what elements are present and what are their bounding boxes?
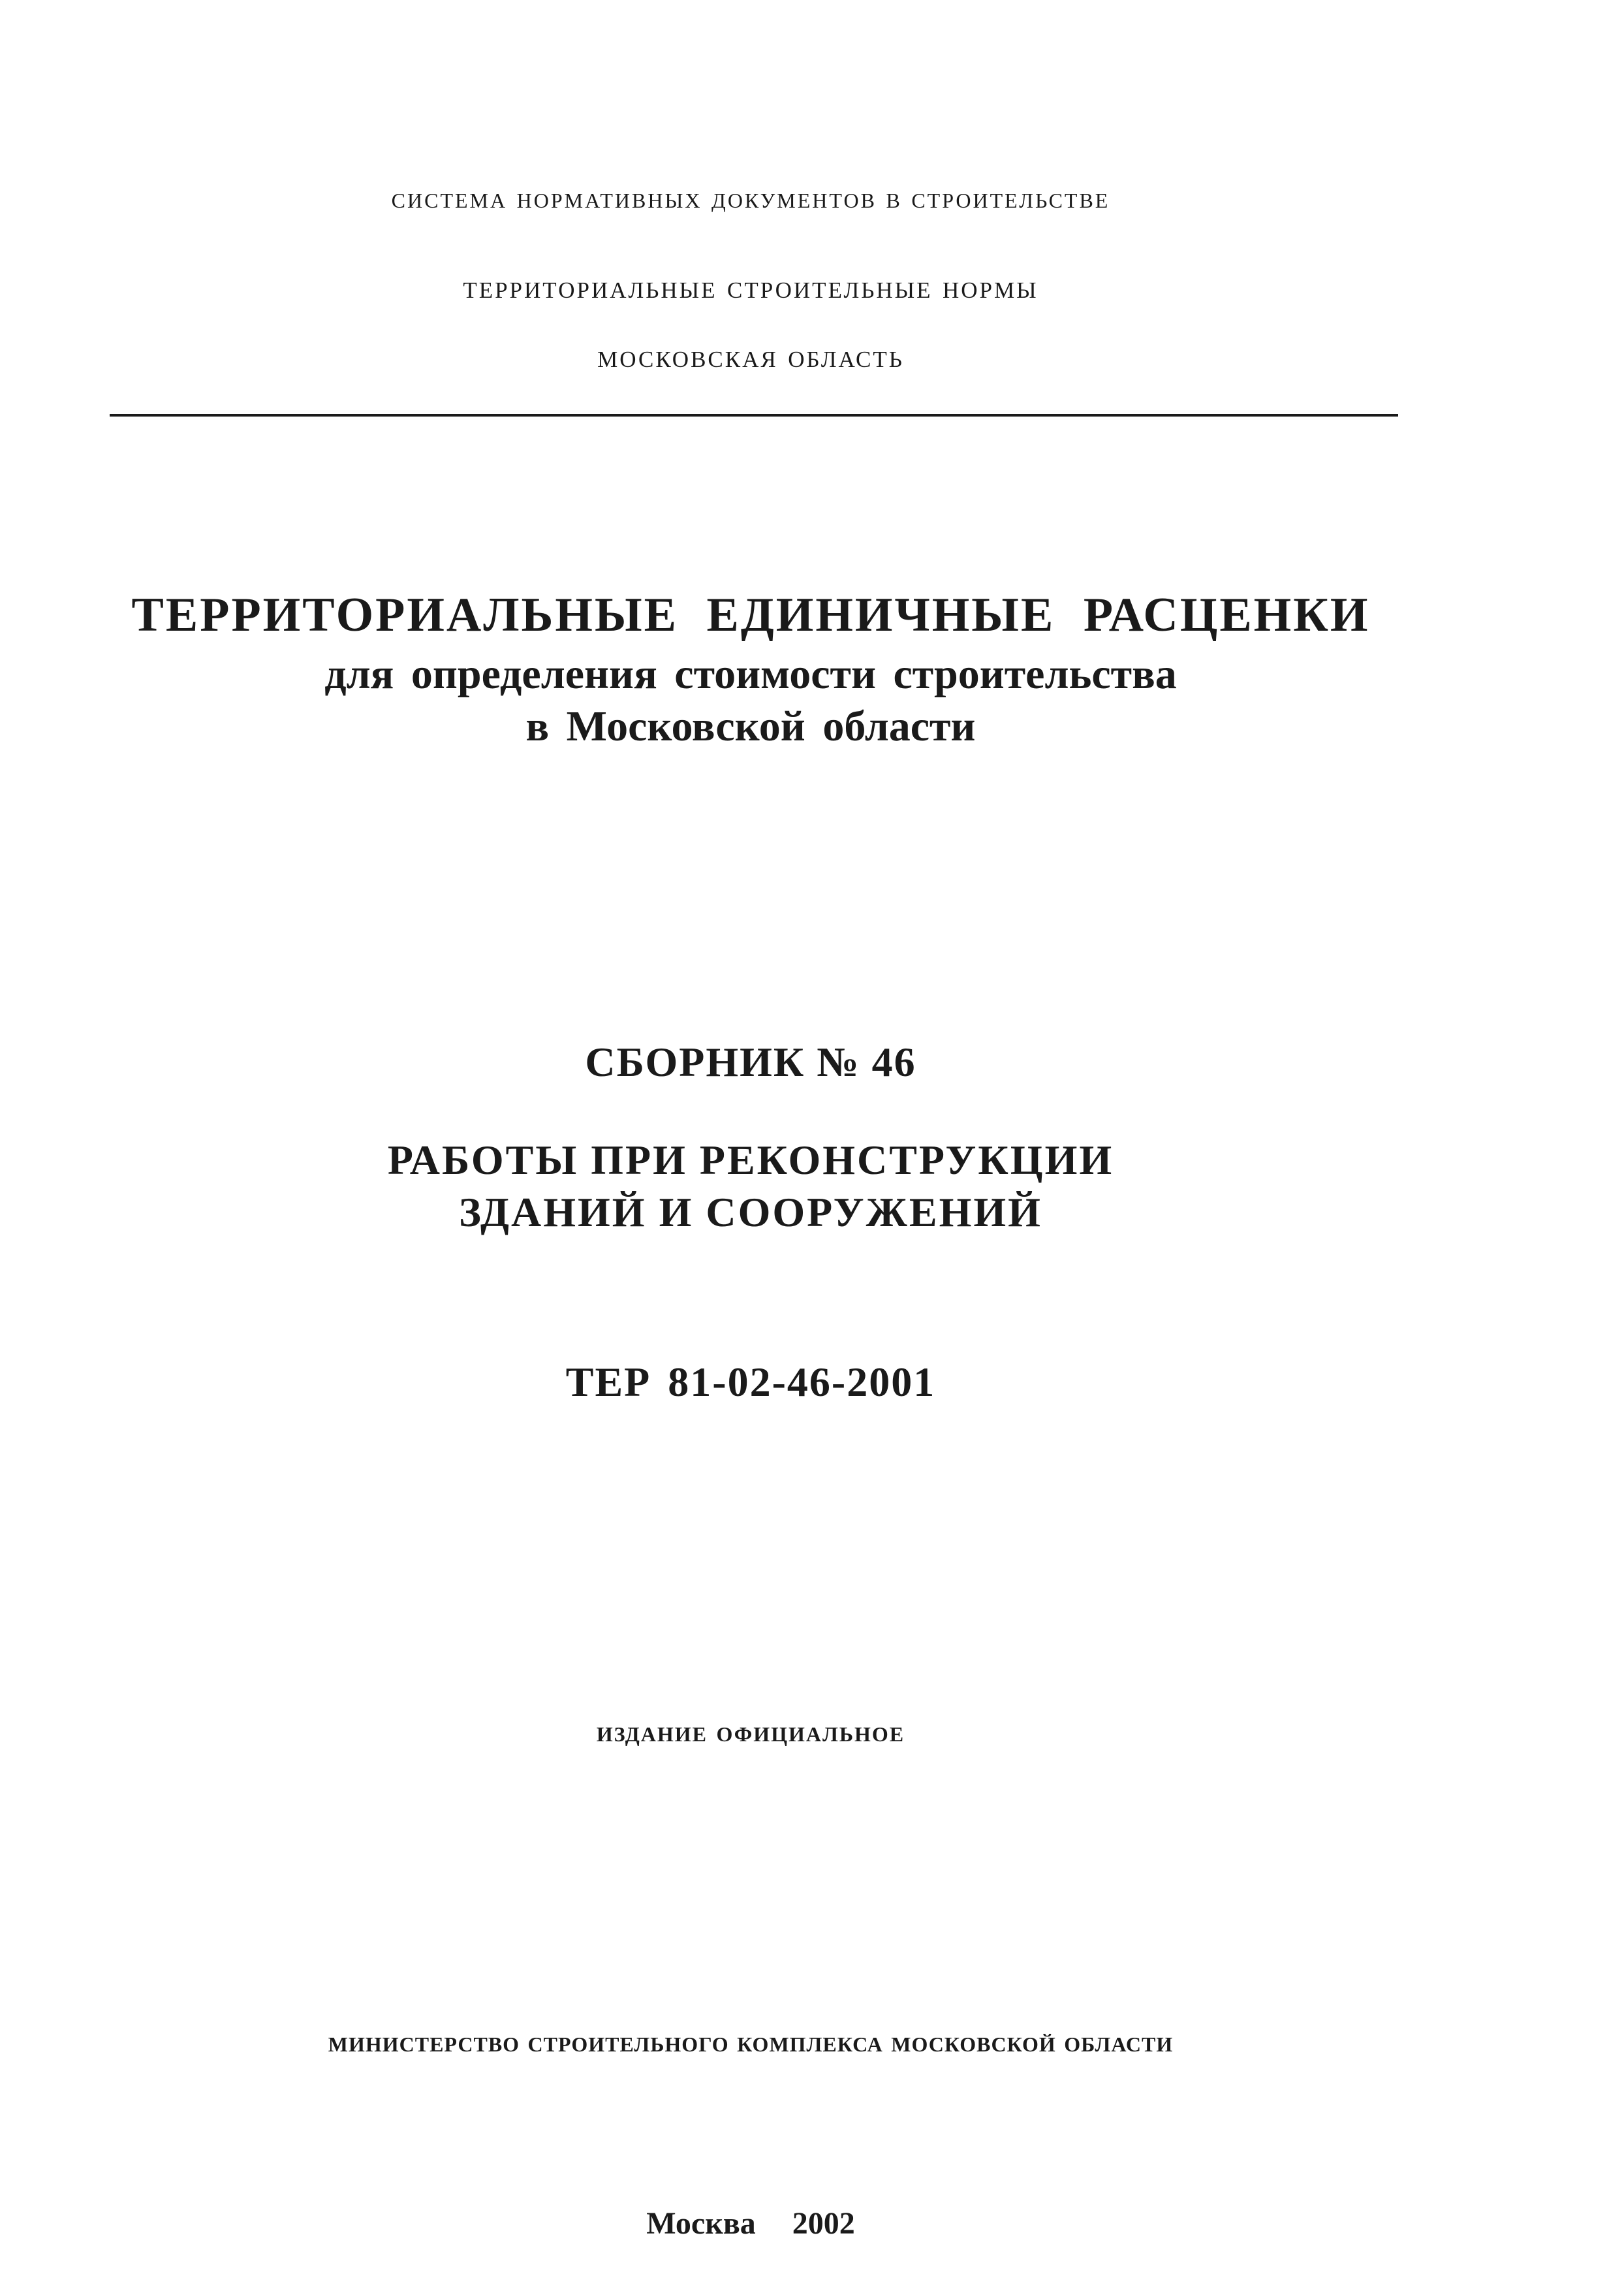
header-divider (110, 414, 1398, 417)
document-subtitle-line2: в Московской области (525, 703, 976, 750)
collection-number: СБОРНИК № 46 (585, 1039, 916, 1085)
norms-header: территориальные строительные нормы (463, 268, 1038, 305)
document-code: ТЕР 81-02-46-2001 (565, 1359, 936, 1405)
imprint: Москва 2002 (646, 2206, 855, 2241)
edition-note: издание официальное (596, 1715, 905, 1748)
collection-title-line2: ЗДАНИЙ И СООРУЖЕНИЙ (459, 1189, 1042, 1235)
system-header: система нормативных документов в строительстве (391, 181, 1110, 214)
document-subtitle-line1: для определения стоимости строительства (324, 650, 1177, 698)
document-title: ТЕРРИТОРИАЛЬНЫЕ ЕДИНИЧНЫЕ РАСЦЕНКИ (131, 588, 1370, 642)
collection-title-line1: РАБОТЫ ПРИ РЕКОНСТРУКЦИИ (387, 1137, 1114, 1183)
region-header: московская область (597, 338, 904, 374)
publisher: министерство строительного комплекса московской области (328, 2025, 1174, 2058)
